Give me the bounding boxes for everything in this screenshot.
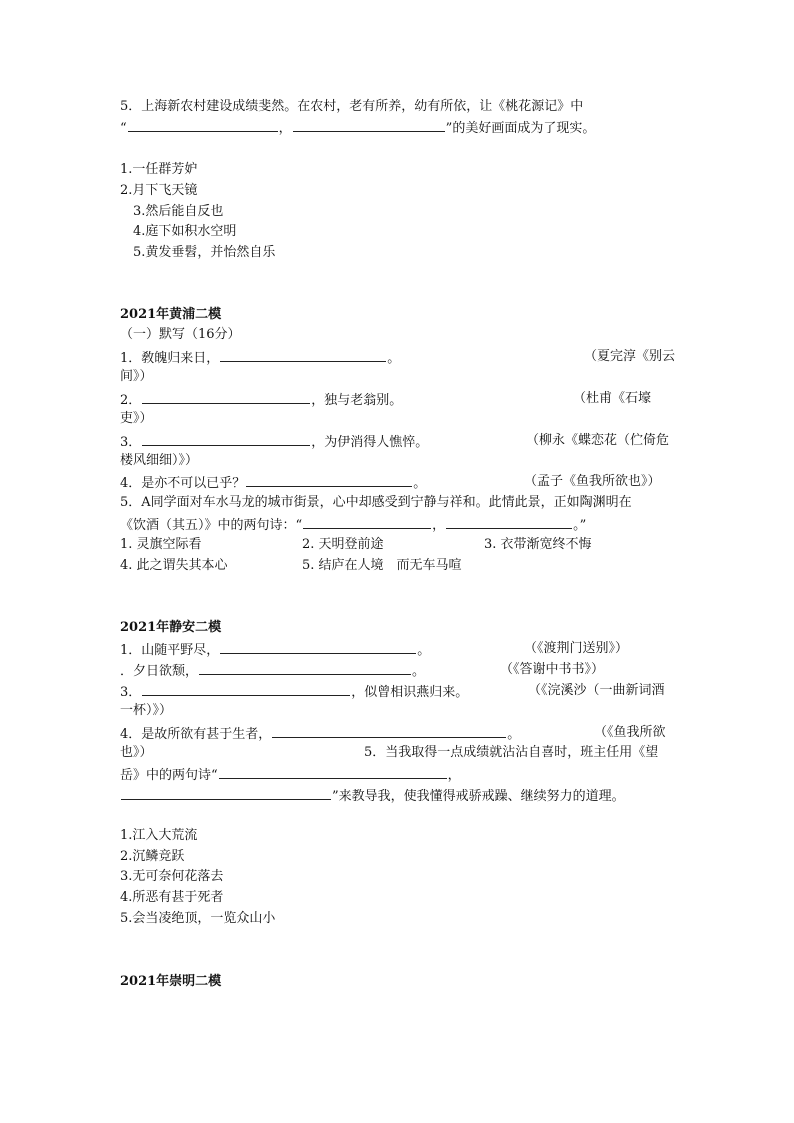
question-text: ，为伊消得人憔悴。	[311, 435, 429, 450]
section-subtitle: （一）默写（16分）	[120, 327, 241, 342]
answer-text: 1.一任群芳妒	[120, 162, 198, 177]
question-text: ，似曾相识燕归来。	[351, 685, 469, 700]
question-text: 4．是故所欲有甚于生者，	[120, 727, 272, 742]
question-number: 3．	[120, 685, 142, 700]
source-citation: （《浣溪沙（一曲新词酒	[528, 683, 665, 698]
question-5-line-1	[120, 97, 583, 117]
answer-blank[interactable]	[220, 639, 416, 654]
question-1	[120, 347, 400, 367]
answer-item	[133, 222, 236, 242]
quote-open: “	[120, 121, 127, 136]
answer-blank[interactable]	[128, 117, 278, 132]
question-3	[120, 681, 468, 701]
question-1	[120, 639, 430, 659]
period: 。	[507, 727, 521, 742]
question-tail: ”来教导我，使我懂得戒骄戒躁、继续努力的道理。	[332, 789, 625, 804]
question-tail: ”的美好画面成为了现实。	[445, 121, 596, 136]
answer-blank[interactable]	[142, 431, 310, 446]
answer-blank[interactable]	[246, 472, 412, 487]
source-citation: （孟子《鱼我所欲也》）	[524, 474, 661, 489]
section-title: 2021年崇明二模	[120, 974, 222, 989]
question-4	[120, 723, 520, 743]
source-citation-cont: 间》）	[120, 369, 153, 384]
answer-blank[interactable]	[142, 389, 310, 404]
answer-text: 4.庭下如积水空明	[133, 224, 237, 239]
question-5-line-1: 5．A同学面对车水马龙的城市街景，心中却感受到宁静与祥和。此情此景，正如陶渊明在	[120, 495, 632, 510]
source-citation-cont: 吏》）	[120, 411, 153, 426]
question-2	[120, 389, 402, 409]
question-number: 2．	[120, 393, 142, 408]
answer-blank[interactable]	[219, 764, 447, 779]
source-citation: （《鱼我所欲	[594, 725, 666, 740]
source-citation-cont: 楼风细细）》）	[120, 453, 199, 468]
comma: ，	[278, 121, 292, 136]
answer-blank[interactable]	[303, 514, 431, 529]
answer-item: 3. 衣带渐宽终不悔	[484, 537, 592, 552]
answer-item	[133, 243, 275, 263]
answer-blank[interactable]	[293, 117, 445, 132]
source-citation-cont: 一杯）》）	[120, 703, 173, 718]
answer-item: 1.江入大荒流	[120, 828, 198, 843]
question-5-line-1: 5．当我取得一点成绩就沾沾自喜时，班主任用《望	[364, 745, 659, 760]
source-citation: （《答谢中书书》）	[500, 662, 605, 677]
answer-text: 3.然后能自反也	[133, 204, 224, 219]
period: 。	[413, 476, 427, 491]
source-citation: （《渡荆门送别》）	[524, 641, 629, 656]
question-3	[120, 431, 428, 451]
answer-item: 3.无可奈何花落去	[120, 869, 224, 884]
answer-blank[interactable]	[121, 785, 331, 800]
source-citation-cont: 也》）	[120, 745, 153, 760]
answer-blank[interactable]	[220, 347, 386, 362]
source-citation: （柳永《蝶恋花（伫倚危	[526, 433, 670, 448]
answer-item: 4. 此之谓失其本心	[120, 558, 228, 573]
answer-item: 1. 灵旗空际看	[120, 537, 202, 552]
question-4	[120, 472, 426, 492]
question-text: 《饮酒（其五）》中的两句诗：“	[120, 518, 303, 533]
answer-item: 2. 天明登前途	[302, 537, 384, 552]
question-text: ．夕日欲颓，	[120, 664, 199, 679]
period: 。	[412, 664, 426, 679]
answer-blank[interactable]	[142, 681, 350, 696]
answer-item: 5.会当凌绝顶，一览众山小	[120, 911, 276, 926]
question-text: ，独与老翁别。	[311, 393, 403, 408]
answer-item	[133, 202, 223, 222]
answer-blank[interactable]	[199, 660, 411, 675]
answer-text: 5.黄发垂髫，并怡然自乐	[133, 245, 276, 260]
question-2	[120, 660, 425, 680]
source-citation: （夏完淳《别云	[584, 349, 676, 364]
question-text: 1．山随平野尽，	[120, 643, 220, 658]
section-title: 2021年静安二模	[120, 620, 222, 635]
question-text: 岳》中的两句诗“	[120, 768, 218, 783]
answer-blank[interactable]	[272, 723, 506, 738]
question-5-line-3	[120, 785, 625, 805]
section-title: 2021年黄浦二模	[120, 307, 222, 322]
question-5-line-2	[120, 514, 586, 534]
answer-blank[interactable]	[446, 514, 572, 529]
comma: ，	[432, 518, 446, 533]
answer-item: 4.所恶有甚于死者	[120, 890, 224, 905]
answer-item: 5. 结庐在人境 而无车马喧	[302, 558, 462, 573]
period: 。	[417, 643, 431, 658]
comma: ，	[447, 768, 461, 783]
period: 。	[387, 351, 401, 366]
question-end: 。”	[573, 518, 587, 533]
question-5-line-2	[120, 764, 461, 784]
question-text: 1．敎魄归来日，	[120, 351, 220, 366]
answer-text: 2.月下飞天镜	[120, 183, 198, 198]
answer-item	[120, 181, 197, 201]
question-number: 3．	[120, 435, 142, 450]
question-5-line-2	[120, 117, 595, 137]
answer-item	[120, 160, 197, 180]
question-text: 5．上海新农村建设成绩斐然。在农村，老有所养，幼有所依，让《桃花源记》中	[120, 99, 584, 114]
answer-item: 2.沉鳞竞跃	[120, 849, 185, 864]
question-text: 4．是亦不可以已乎？	[120, 476, 246, 491]
source-citation: （杜甫《石壕	[573, 391, 652, 406]
